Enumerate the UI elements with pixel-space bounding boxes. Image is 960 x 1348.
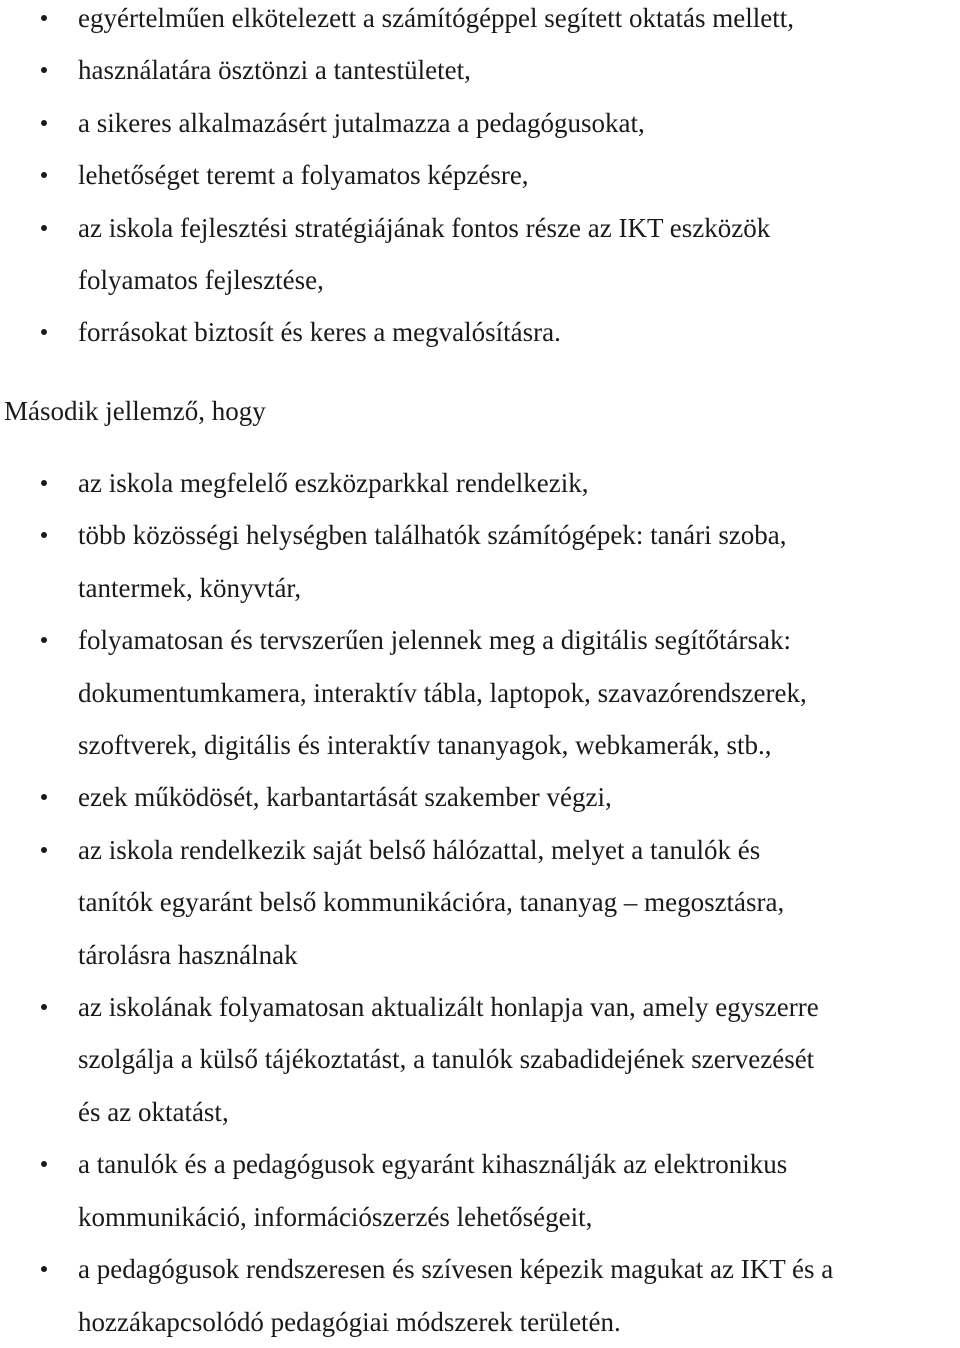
section-intro-text: Második jellemző, hogy (4, 396, 266, 426)
list-item-line: forrásokat biztosít és keres a megvalósításra. (78, 317, 561, 348)
list-item (0, 771, 833, 823)
bullet-dot-icon (41, 15, 47, 21)
list-item-line: lehetőséget teremt a folyamatos képzésre, (78, 160, 529, 191)
bullet-dot-icon (41, 637, 47, 643)
list-item (0, 202, 794, 307)
list-item-line: kommunikáció, információszerzés lehetőségeit, (78, 1201, 593, 1232)
bullet-dot-icon (41, 532, 47, 538)
bullet-list-commitments (0, 0, 794, 359)
list-item-line: folyamatos fejlesztése, (78, 265, 324, 296)
bullet-dot-icon (41, 329, 47, 335)
list-item-line: a pedagógusok rendszeresen és szívesen képezik magukat az IKT és a (78, 1254, 834, 1285)
bullet-dot-icon (41, 1004, 47, 1010)
list-item-line: és az oktatást, (78, 1096, 229, 1127)
list-item-line: hozzákapcsolódó pedagógiai módszerek területén. (78, 1306, 621, 1337)
list-item-line: ezek működösét, karbantartását szakember végzi, (78, 782, 612, 813)
bullet-dot-icon (41, 120, 47, 126)
list-item-line: a tanulók és a pedagógusok egyaránt kihasználják az elektronikus (78, 1149, 788, 1180)
list-item-line: tanítók egyaránt belső kommunikációra, tananyag – megosztásra, (78, 887, 785, 918)
bullet-dot-icon (41, 1161, 47, 1167)
list-item-line: tárolásra használnak (78, 939, 298, 970)
list-item (0, 1138, 833, 1243)
list-item-line: az iskola megfelelő eszközparkkal rendelkezik, (78, 468, 589, 498)
list-item-line: az iskola fejlesztési stratégiájának fontos része az IKT eszközök (78, 212, 771, 243)
bullet-dot-icon (41, 225, 47, 231)
list-item (0, 1243, 833, 1348)
bullet-list-characteristics (0, 457, 833, 1348)
bullet-dot-icon (41, 172, 47, 178)
list-item (0, 457, 833, 509)
list-item-line: tantermek, könyvtár, (78, 572, 302, 603)
list-item-line: szoftverek, digitális és interaktív tananyagok, webkamerák, stb., (78, 730, 772, 761)
list-item (0, 509, 833, 614)
bullet-dot-icon (41, 1266, 47, 1272)
list-item-line: dokumentumkamera, interaktív tábla, laptopok, szavazórendszerek, (78, 677, 807, 708)
list-item (0, 981, 833, 1138)
list-item (0, 0, 794, 44)
bullet-dot-icon (41, 480, 47, 486)
list-item-line: több közösségi helységben találhatók számítógépek: tanári szoba, (78, 520, 787, 551)
list-item-line: az iskolának folyamatosan aktualizált honlapja van, amely egyszerre (78, 992, 819, 1023)
list-item-line: szolgálja a külső tájékoztatást, a tanulók szabadidejének szervezését (78, 1044, 815, 1075)
list-item-line: az iskola rendelkezik saját belső hálózattal, melyet a tanulók és (78, 834, 761, 865)
bullet-dot-icon (41, 67, 47, 73)
bullet-dot-icon (41, 794, 47, 800)
bullet-dot-icon (41, 847, 47, 853)
list-item-line: használatára ösztönzi a tantestületet, (78, 55, 471, 86)
list-item (0, 44, 794, 96)
list-item-line: a sikeres alkalmazásért jutalmazza a pedagógusokat, (78, 107, 645, 138)
list-item (0, 824, 833, 981)
list-item (0, 614, 833, 771)
list-item-line: egyértelműen elkötelezett a számítógéppel segített oktatás mellett, (78, 3, 794, 33)
list-item (0, 97, 794, 149)
list-item (0, 306, 794, 358)
list-item-line: folyamatosan és tervszerűen jelennek meg a digitális segítőtársak: (78, 625, 792, 656)
list-item (0, 149, 794, 201)
